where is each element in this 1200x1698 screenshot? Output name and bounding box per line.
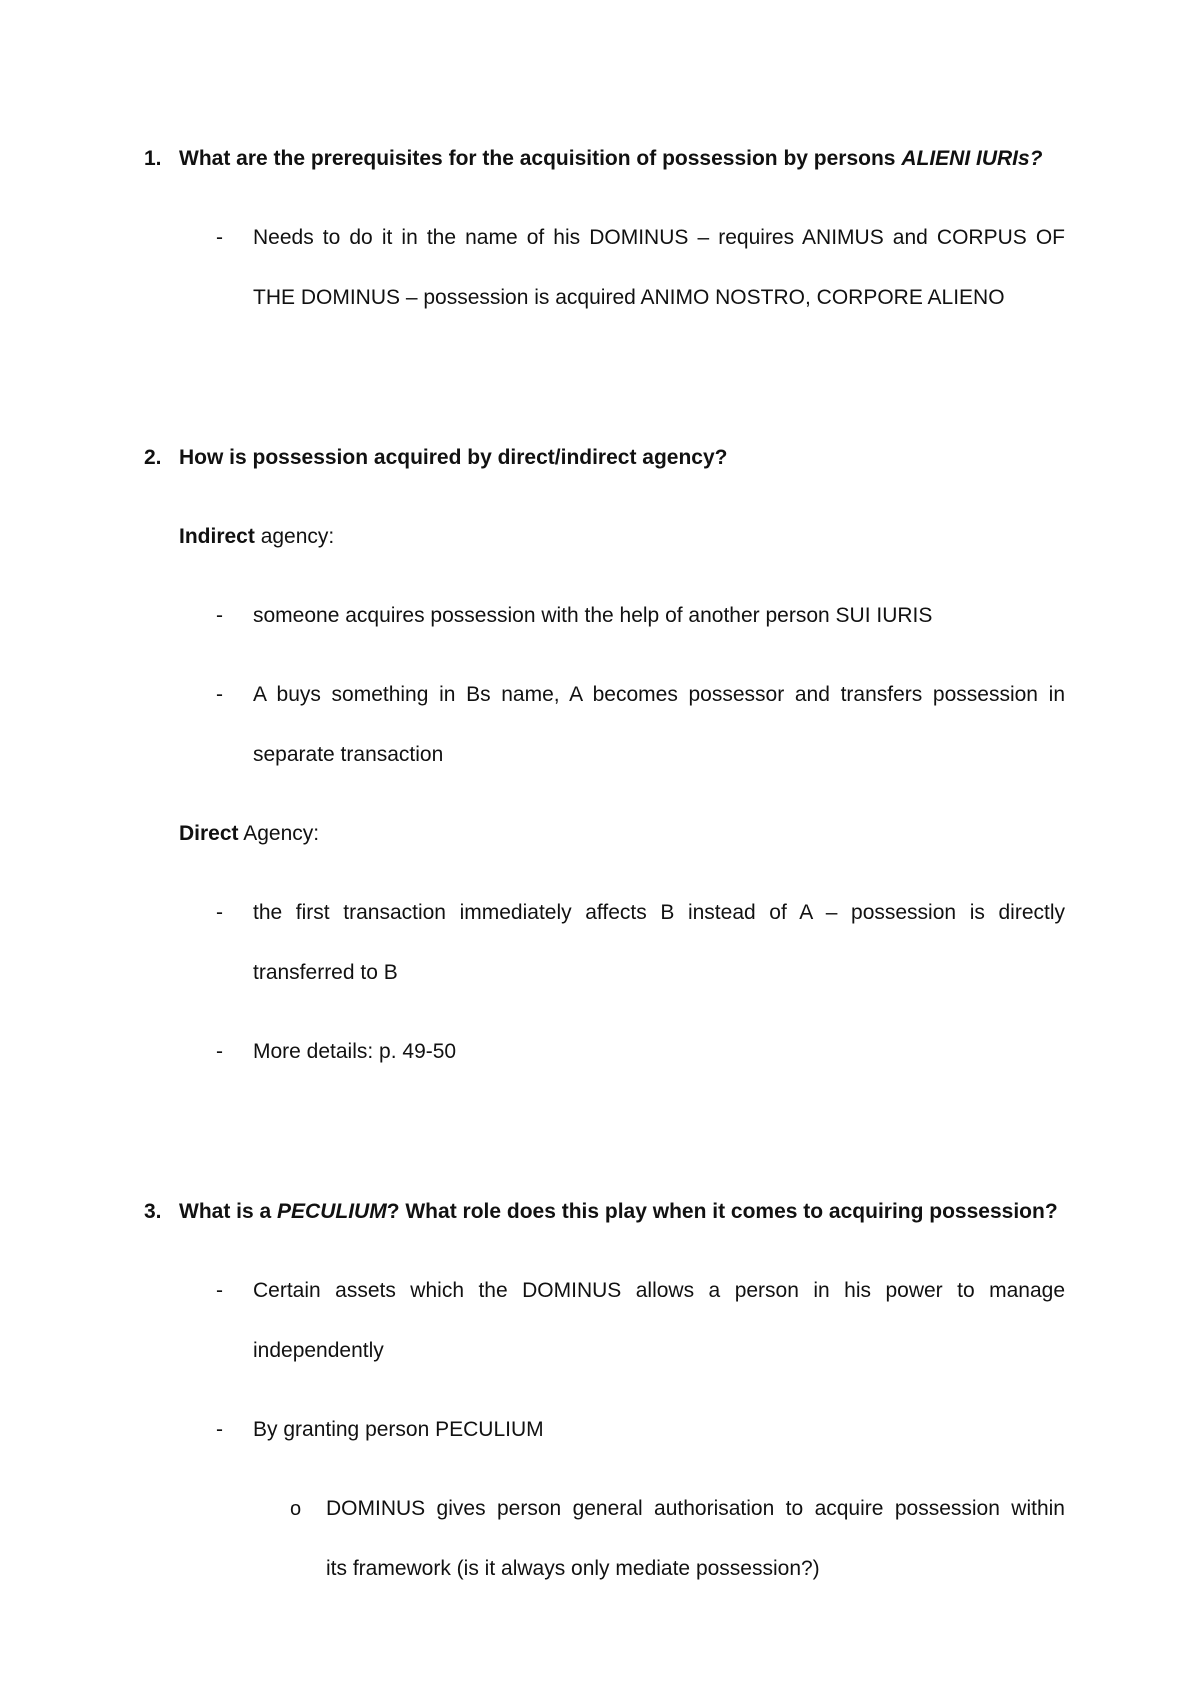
question-heading [179,147,1043,171]
label-rest: agency: [254,525,335,548]
label-rest: Agency: [238,822,320,845]
bullet-dash: - [216,683,223,706]
bullet-dash: - [216,1040,223,1063]
label-bold: Indirect [179,525,255,548]
bullet-text: More details: p. 49-50 [253,1040,457,1063]
bullet-dash: - [216,226,223,249]
bullet-dash: - [216,1279,223,1302]
sub-bullet-text: DOMINUS gives person general authorisation to acquire possession within [326,1497,1065,1520]
question-heading: How is possession acquired by direct/indirect agency? [179,446,728,469]
question-text: What are the prerequisites for the acquisition of possession by persons [179,147,902,170]
question-number: 1. [144,147,162,170]
bullet-text-continued: transferred to B [253,961,398,984]
sub-bullet-text-continued: its framework (is it always only mediate possession?) [326,1557,820,1580]
bullet-dash: - [216,901,223,924]
bullet-text-continued: separate transaction [253,743,444,766]
bullet-text: Certain assets which the DOMINUS allows a person in his power to manage [253,1279,1065,1302]
sub-bullet-circle: o [290,1498,302,1520]
question-text: ? What role does this play when it comes to acquiring possession? [386,1200,1058,1223]
question-text-italic: ALIENI IURIs? [901,147,1043,170]
bullet-text-continued: independently [253,1339,384,1362]
bullet-dash: - [216,1418,223,1441]
question-number: 2. [144,446,162,469]
section-label-direct [179,822,319,846]
label-bold: Direct [179,822,239,845]
bullet-text: Needs to do it in the name of his DOMINUS – requires ANIMUS and CORPUS OF [253,226,1065,249]
bullet-dash: - [216,604,223,627]
question-heading [179,1200,1058,1224]
question-number: 3. [144,1200,162,1223]
bullet-text: the first transaction immediately affects B instead of A – possession is directly [253,901,1065,924]
section-label-indirect [179,525,334,549]
question-text-italic: PECULIUM [277,1200,387,1223]
bullet-text: By granting person PECULIUM [253,1418,544,1441]
question-text: What is a [179,1200,278,1223]
bullet-text-continued: THE DOMINUS – possession is acquired ANIMO NOSTRO, CORPORE ALIENO [253,286,1005,309]
bullet-text: someone acquires possession with the help of another person SUI IURIS [253,604,933,627]
bullet-text: A buys something in Bs name, A becomes possessor and transfers possession in [253,683,1065,706]
